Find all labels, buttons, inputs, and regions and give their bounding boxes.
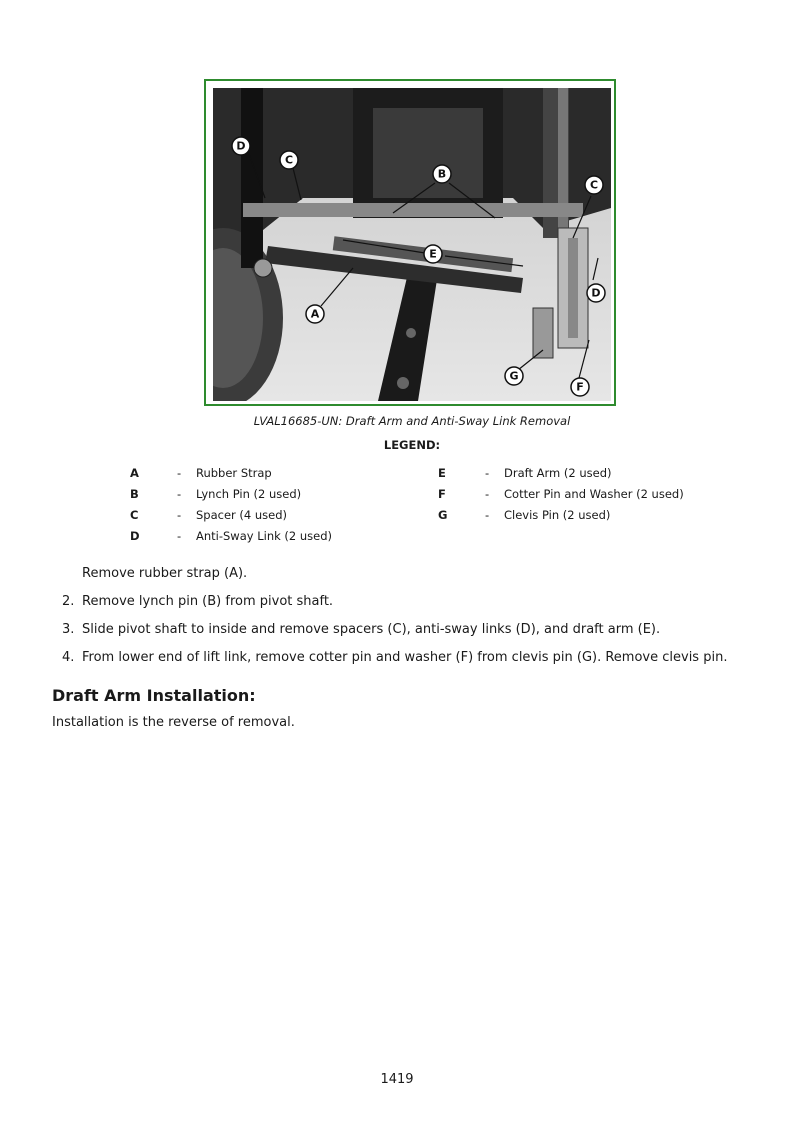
legend-dash: - xyxy=(177,466,182,480)
step-text: Remove rubber strap (A). xyxy=(82,566,248,581)
legend-dash: - xyxy=(177,529,182,543)
svg-text:F: F xyxy=(576,380,584,394)
callout-g xyxy=(505,367,523,385)
callout-d-left xyxy=(232,137,250,155)
draft-arm-photo xyxy=(213,88,611,401)
section-text: Installation is the reverse of removal. xyxy=(52,715,295,730)
legend-desc: Rubber Strap xyxy=(196,466,272,480)
svg-text:B: B xyxy=(437,167,447,181)
figure-caption: LVAL16685-UN: Draft Arm and Anti-Sway Link Removal xyxy=(253,414,571,428)
legend-key: A xyxy=(130,466,139,480)
callout-b xyxy=(433,165,451,183)
section-title: Draft Arm Installation: xyxy=(52,686,256,705)
legend-key: B xyxy=(130,487,139,501)
legend-key: E xyxy=(438,466,446,480)
legend-desc: Draft Arm (2 used) xyxy=(504,466,612,480)
callout-c-left xyxy=(280,151,298,169)
svg-text:E: E xyxy=(429,247,437,261)
callout-d-right xyxy=(587,284,605,302)
legend-key: G xyxy=(438,508,448,522)
svg-text:C: C xyxy=(284,153,294,167)
page-number: 1419 xyxy=(380,1072,414,1087)
legend-key: F xyxy=(438,487,446,501)
legend-dash: - xyxy=(485,466,490,480)
legend-dash: - xyxy=(177,487,182,501)
callout-e xyxy=(424,245,442,263)
callout-f xyxy=(571,378,589,396)
legend-dash: - xyxy=(485,508,490,522)
legend-desc: Spacer (4 used) xyxy=(196,508,288,522)
legend-dash: - xyxy=(177,508,182,522)
callout-a xyxy=(306,305,324,323)
step-text: Slide pivot shaft to inside and remove spacers (C), anti-sway links (D), and draft arm (E). xyxy=(82,622,661,637)
legend-dash: - xyxy=(485,487,490,501)
step-text: Remove lynch pin (B) from pivot shaft. xyxy=(82,594,334,609)
step-number: 2. xyxy=(62,594,75,609)
svg-text:D: D xyxy=(236,139,246,153)
legend-key: C xyxy=(130,508,139,522)
svg-text:C: C xyxy=(589,178,599,192)
legend-desc: Cotter Pin and Washer (2 used) xyxy=(504,487,684,501)
legend-title: LEGEND: xyxy=(383,438,441,452)
figure-frame xyxy=(204,79,616,406)
legend-desc: Clevis Pin (2 used) xyxy=(504,508,611,522)
legend-key: D xyxy=(130,529,140,543)
step-number: 4. xyxy=(62,650,75,665)
legend-desc: Lynch Pin (2 used) xyxy=(196,487,302,501)
step-number: 3. xyxy=(62,622,75,637)
callout-c-right xyxy=(585,176,603,194)
svg-text:G: G xyxy=(509,369,519,383)
svg-text:D: D xyxy=(591,286,601,300)
svg-text:A: A xyxy=(310,307,320,321)
legend-desc: Anti-Sway Link (2 used) xyxy=(196,529,333,543)
step-text: From lower end of lift link, remove cotter pin and washer (F) from clevis pin (G). Remove clevis pin. xyxy=(82,650,728,665)
